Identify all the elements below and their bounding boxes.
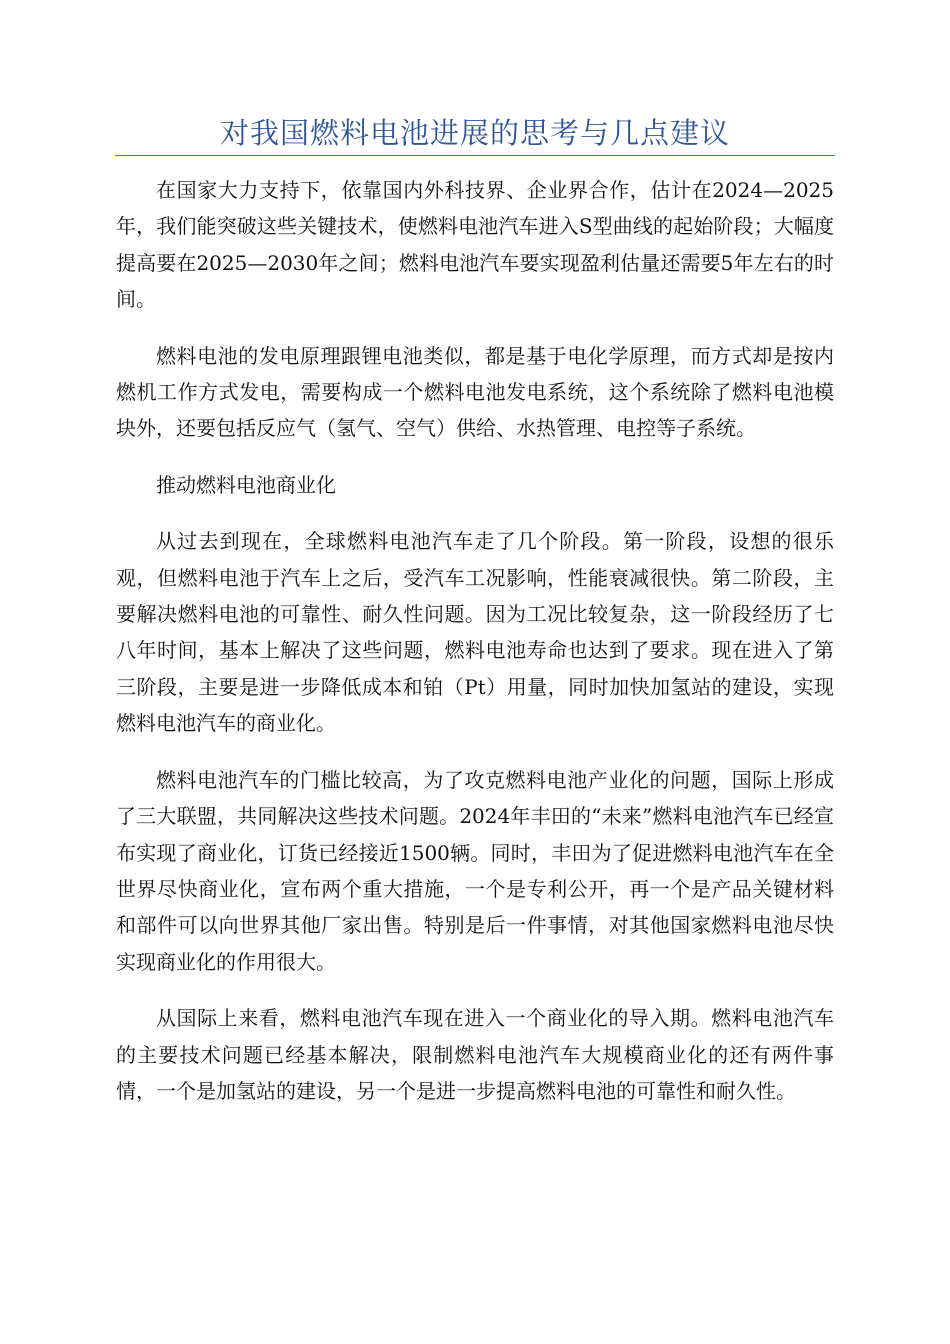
paragraph-principle: 燃料电池的发电原理跟锂电池类似，都是基于电化学原理，而方式却是按内燃机工作方式发电，需要构成一个燃料电池发电系统，这个系统除了燃料电池模块外，还要包括反应气（氢气、空气）供给、水热管理、电控等子系统。 <box>116 343 834 441</box>
title-underline <box>115 155 835 156</box>
paragraph-international: 从国际上来看，燃料电池汽车现在进入一个商业化的导入期。燃料电池汽车的主要技术问题已经基本解决，限制燃料电池汽车大规模商业化的还有两件事情，一个是加氢站的建设，另一个是进一步提高燃料电池的可靠性和耐久性。 <box>116 1006 834 1103</box>
section-heading-commercialization: 推动燃料电池商业化 <box>156 472 336 497</box>
paragraph-alliances: 燃料电池汽车的门槛比较高，为了攻克燃料电池产业化的问题，国际上形成了三大联盟，共同解决这些技术问题。2024年丰田的“未来”燃料电池汽车已经宣布实现了商业化，订货已经接近1500辆。同时，丰田为了促进燃料电池汽车在全世界尽快商业化，宣布两个重大措施，一个是专利公开，再一个是产品关键材料和部件可以向世界其他厂家出售。特别是后一件事情，对其他国家燃料电池尽快实现商业化的作用很大。 <box>116 767 834 974</box>
document-body <box>116 172 834 1129</box>
paragraph-timeline: 在国家大力支持下，依靠国内外科技界、企业界合作，估计在2024—2025年，我们能突破这些关键技术，使燃料电池汽车进入S型曲线的起始阶段；大幅度提高要在2025—2030年之间；燃料电池汽车要实现盈利估量还需要5年左右的时间。 <box>116 178 834 312</box>
document-title: 对我国燃料电池进展的思考与几点建议 <box>219 116 730 150</box>
paragraph-stages: 从过去到现在，全球燃料电池汽车走了几个阶段。第一阶段，设想的很乐观，但燃料电池于汽车上之后，受汽车工况影响，性能衰减很快。第二阶段，主要解决燃料电池的可靠性、耐久性问题。因为工况比较复杂，这一阶段经历了七八年时间，基本上解决了这些问题，燃料电池寿命也达到了要求。现在进入了第三阶段，主要是进一步降低成本和铂（Pt）用量，同时加快加氢站的建设，实现燃料电池汽车的商业化。 <box>116 529 834 736</box>
